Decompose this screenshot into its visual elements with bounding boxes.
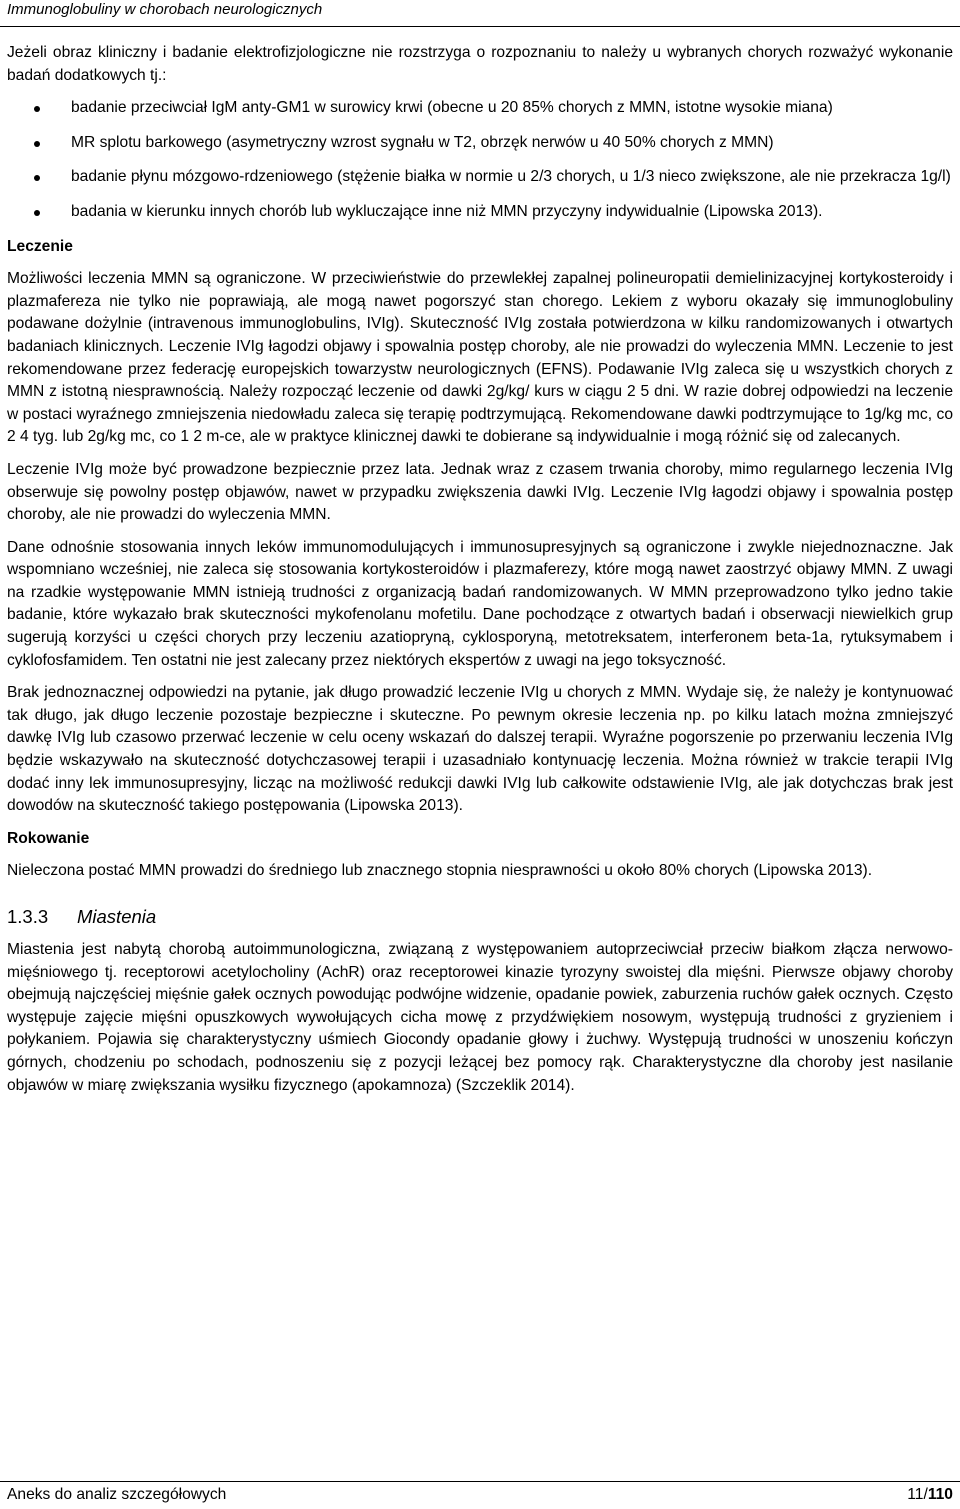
intro-paragraph: Jeżeli obraz kliniczny i badanie elektrofizjologiczne nie rozstrzyga o rozpoznaniu to należy u wybranych chorych rozważyć wykonanie badań dodatkowych tj.: — [7, 44, 953, 84]
section-heading-rokowanie: Rokowanie — [7, 829, 90, 847]
paragraph: Leczenie IVIg może być prowadzone bezpiecznie przez lata. Jednak wraz z czasem trwania choroby, mimo regularnego leczenia IVIg obserwuje się powolny postęp objawów, nawet w przypadku zwiększenia dawki IVIg. Leczenie IVIg łagodzi objawy i spowalnia postęp choroby, ale nie prowadzi do wyleczenia MMN. — [7, 460, 953, 524]
subsection-title: Miastenia — [77, 906, 157, 927]
paragraph: Dane odnośnie stosowania innych leków immunomodulujących i immunosupresyjnych są ograniczone i zwykle niejednoznaczne. Jak wspomniano wcześniej, nie zaleca się stosowania kortykosteroidów i plazmaferezy, które mogą nawet zaostrzyć objawy MMN. Z uwagi na rzadkie występowanie MMN istnieją trudności z organizacją badań randomizowanych. W MMN przeprowadzono tylko jedno takie badanie, które wykazało brak skuteczności mykofenolanu mofetilu. Dane pochodzące z otwartych badań i obserwacji niewielkich grup sugerują korzyści u części chorych przy leczeniu azatiopryną, cyklosporyną, metotreksatem, interferonem beta-1a, rytuksymabem i cyklofosfamidem. Ten ostatni nie jest zalecany przez niektórych ekspertów z uwagi na jego toksyczność. — [7, 538, 953, 669]
bullet-list — [7, 97, 953, 223]
list-item: badania w kierunku innych chorób lub wykluczające inne niż MMN przyczyny indywidualnie (Lipowska 2013). — [7, 201, 953, 224]
page-current: 11/ — [907, 1486, 928, 1503]
paragraph: Możliwości leczenia MMN są ograniczone. W przeciwieństwie do przewlekłej zapalnej polineuropatii demielinizacyjnej kortykosteroidy i plazmafereza nie tylko nie poprawiają, ale mogą nawet pogorszyć stan chorego. Lekiem z wyboru okazały się immunoglobuliny podawane dożylnie (intravenous immunoglobulins, IVIg). Skuteczność IVIg została potwierdzona w kilku randomizowanych i otwartych badaniach klinicznych. Leczenie IVIg łagodzi objawy i spowalnia postęp choroby, ale nie prowadzi do wyleczenia MMN. Leczenie to jest rekomendowane przez federację europejskich towarzystw neurologicznych (EFNS). Podawanie IVIg zaleca się u wszystkich chorych z MMN z istotną niesprawnością. Należy rozpocząć leczenie od dawki 2g/kg/ kurs w ciągu 2 5 dni. W razie dobrej odpowiedzi na leczenie w postaci wyraźnego zmniejszenia niedowładu zaleca się terapię podtrzymującą. Rekomendowane dawki podtrzymujące to 1g/kg mc, co 2 4 tyg. lub 2g/kg mc, co 1 2 m-ce, ale w praktyce klinicznej dawki te dobierane są indywidualnie i mogą różnić się od zalecanych. — [7, 270, 953, 446]
bullet-icon — [34, 141, 40, 147]
footer-divider — [0, 1481, 960, 1482]
footer-title: Aneks do analiz szczegółowych — [7, 1486, 227, 1503]
page-number — [907, 1485, 953, 1505]
paragraph: Miastenia jest nabytą chorobą autoimmunologiczna, związaną z występowaniem autoprzeciwciał przeciw białkom złącza nerwowo-mięśniowego tj. receptorowi acetylocholiny (AchR) oraz receptorowei kinazie tyrozyny swoistej dla mięśni. Pierwsze objawy choroby obejmują najczęściej mięśnie gałek ocznych powodując podwójne widzenie, opadanie powiek, zaburzenia ruchów gałek ocznych. Często występuje zajęcie mięśni opuszkowych wywołujących cicha mowę z przydźwiękiem nosowym, występują trudności z gryzieniem i połykaniem. Pojawia się charakterystyczny uśmiech Giocondy opadanie głowy i żuchwy. Występują trudności w unoszeniu kończyn górnych, chodzeniu po schodach, podnoszeniu się z pozycji leżącej bez pomocy rąk. Charakterystyczne dla choroby jest nasilanie objawów w miarę zwiększania wysiłku fizycznego (apokamnoza) (Szczeklik 2014). — [7, 941, 953, 1094]
subsection-heading-miastenia — [7, 905, 953, 929]
list-item: MR splotu barkowego (asymetryczny wzrost sygnału w T2, obrzęk nerwów u 40 50% chorych z MMN) — [7, 132, 953, 155]
bullet-icon — [34, 175, 40, 181]
page-header — [0, 0, 960, 27]
bullet-icon — [34, 106, 40, 112]
subsection-number: 1.3.3 — [7, 906, 49, 927]
page-total: 110 — [927, 1486, 953, 1503]
paragraph: Brak jednoznacznej odpowiedzi na pytanie, jak długo prowadzić leczenie IVIg u chorych z MMN. Wydaje się, że należy je kontynuować tak długo, jak długo leczenie pozostaje bezpieczne i skuteczne. Po pewnym okresie leczenia np. po kilku latach można zmniejszyć dawkę IVIg lub czasowo przerwać leczenie w celu oceny wskazań do dalszej terapii. Wyraźne pogorszenie po przerwaniu leczenia IVIg będzie wskazywało na skuteczność dotychczasowej terapii i uzasadniało kontynuację leczenia. Można również w trakcie terapii IVIg dodać inny lek immunosupresyjny, licząc na możliwość redukcji dawki IVIg lub całkowite odstawienie IVIg, ale jak dotychczas brak jest dowodów na skuteczność takiego postępowania (Lipowska 2013). — [7, 684, 953, 815]
section-heading-leczenie: Leczenie — [7, 237, 73, 255]
list-item: badanie przeciwciał IgM anty-GM1 w surowicy krwi (obecne u 20 85% chorych z MMN, istotne wysokie miana) — [7, 97, 953, 120]
document-body — [7, 42, 953, 1107]
header-title: Immunoglobuliny w chorobach neurologicznych — [7, 1, 323, 18]
paragraph: Nieleczona postać MMN prowadzi do średniego lub znacznego stopnia niesprawności u około 80% chorych (Lipowska 2013). — [7, 862, 873, 880]
bullet-icon — [34, 210, 40, 216]
list-item: badanie płynu mózgowo-rdzeniowego (stężenie białka w normie u 2/3 chorych, u 1/3 nieco zwiększone, ale nie przekracza 1g/l) — [7, 166, 953, 189]
